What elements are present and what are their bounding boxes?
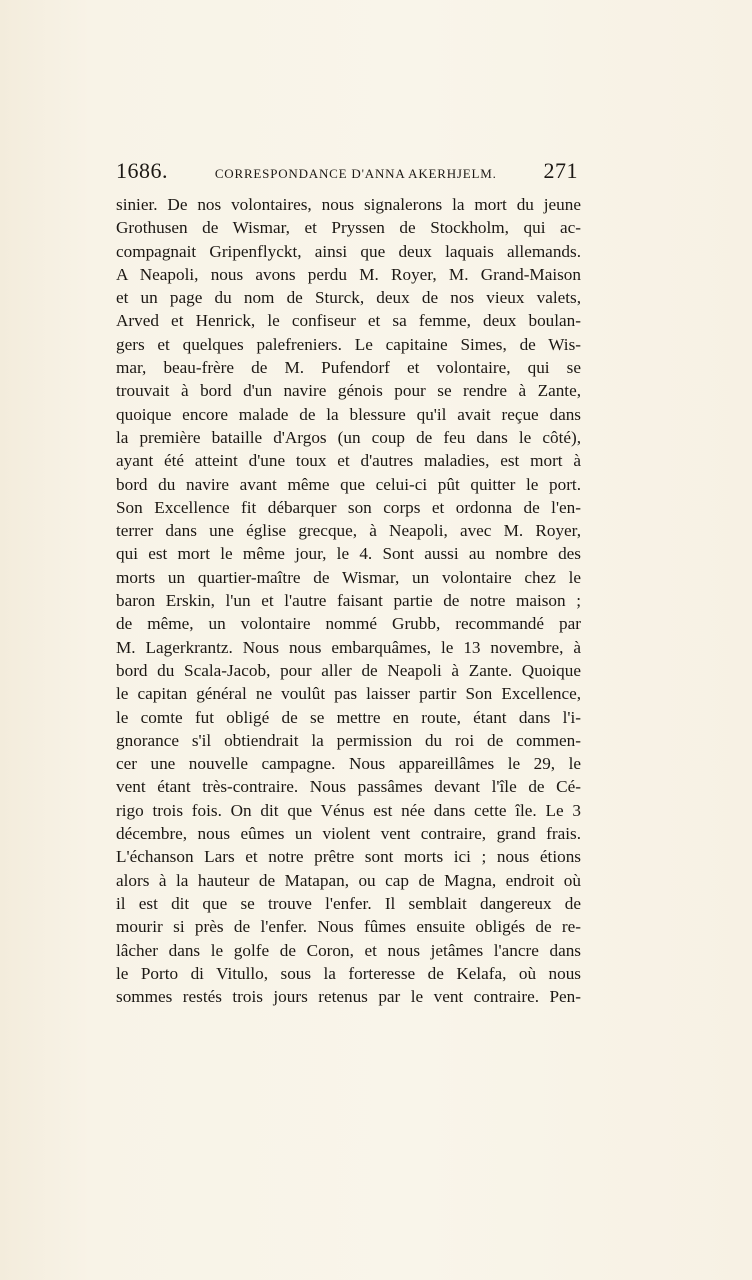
text-line: lâcher dans le golfe de Coron, et nous jetâmes l'ancre dans	[116, 940, 581, 960]
text-line: mourir si près de l'enfer. Nous fûmes ensuite obligés de re-	[116, 917, 581, 937]
text-line: le Porto di Vitullo, sous la forteresse de Kelafa, où nous	[116, 963, 581, 983]
text-line: trouvait à bord d'un navire génois pour se rendre à Zante,	[116, 381, 581, 401]
text-line: A Neapoli, nous avons perdu M. Royer, M. Grand-Maison	[116, 264, 581, 284]
text-line: morts un quartier-maître de Wismar, un volontaire chez le	[116, 567, 581, 587]
page-number: 271	[543, 158, 578, 183]
text-line: sinier. De nos volontaires, nous signalerons la mort du jeune	[116, 195, 581, 214]
text-line: sommes restés trois jours retenus par le vent contraire. Pen-	[116, 987, 581, 1007]
text-line: Grothusen de Wismar, et Pryssen de Stockholm, qui ac-	[116, 218, 581, 238]
text-line: vent étant très-contraire. Nous passâmes devant l'île de Cé-	[116, 777, 581, 797]
text-line: et un page du nom de Sturck, deux de nos vieux valets,	[116, 288, 581, 308]
text-line: la première bataille d'Argos (un coup de feu dans le côté),	[116, 427, 581, 447]
text-line: M. Lagerkrantz. Nous nous embarquâmes, le 13 novembre, à	[116, 637, 581, 657]
text-line: le capitan général ne voulût pas laisser partir Son Excellence,	[116, 684, 581, 704]
running-header	[116, 158, 578, 192]
text-line: rigo trois fois. On dit que Vénus est née dans cette île. Le 3	[116, 800, 581, 820]
text-line: alors à la hauteur de Matapan, ou cap de Magna, endroit où	[116, 870, 581, 890]
text-line: il est dit que se trouve l'enfer. Il semblait dangereux de	[116, 893, 581, 913]
text-line: baron Erskin, l'un et l'autre faisant partie de notre maison ;	[116, 591, 581, 611]
text-line: bord du navire avant même que celui-ci pût quitter le port.	[116, 474, 581, 494]
text-line: qui est mort le même jour, le 4. Sont aussi au nombre des	[116, 544, 581, 564]
body-text	[116, 193, 581, 1008]
text-line: terrer dans une église grecque, à Neapoli, avec M. Royer,	[116, 521, 581, 541]
running-title: CORRESPONDANCE D'ANNA AKERHJELM.	[214, 166, 497, 181]
text-line: L'échanson Lars et notre prêtre sont morts ici ; nous étions	[116, 847, 581, 867]
text-line: décembre, nous eûmes un violent vent contraire, grand frais.	[116, 824, 581, 844]
header-year: 1686.	[116, 158, 168, 183]
text-line: bord du Scala-Jacob, pour aller de Neapoli à Zante. Quoique	[116, 660, 581, 680]
text-line: quoique encore malade de la blessure qu'il avait reçue dans	[116, 404, 581, 424]
text-line: cer une nouvelle campagne. Nous appareillâmes le 29, le	[116, 754, 581, 774]
text-line: ayant été atteint d'une toux et d'autres maladies, est mort à	[116, 451, 581, 471]
text-line: gnorance s'il obtiendrait la permission du roi de commen-	[116, 730, 581, 750]
text-line: Son Excellence fit débarquer son corps et ordonna de l'en-	[116, 497, 581, 517]
text-line: gers et quelques palefreniers. Le capitaine Simes, de Wis-	[116, 334, 581, 354]
text-line: de même, un volontaire nommé Grubb, recommandé par	[116, 614, 581, 634]
text-line: mar, beau-frère de M. Pufendorf et volontaire, qui se	[116, 358, 581, 378]
text-line: compagnait Gripenflyckt, ainsi que deux laquais allemands.	[116, 241, 581, 261]
text-line: Arved et Henrick, le confiseur et sa femme, deux boulan-	[116, 311, 581, 331]
text-line: le comte fut obligé de se mettre en route, étant dans l'i-	[116, 707, 581, 727]
